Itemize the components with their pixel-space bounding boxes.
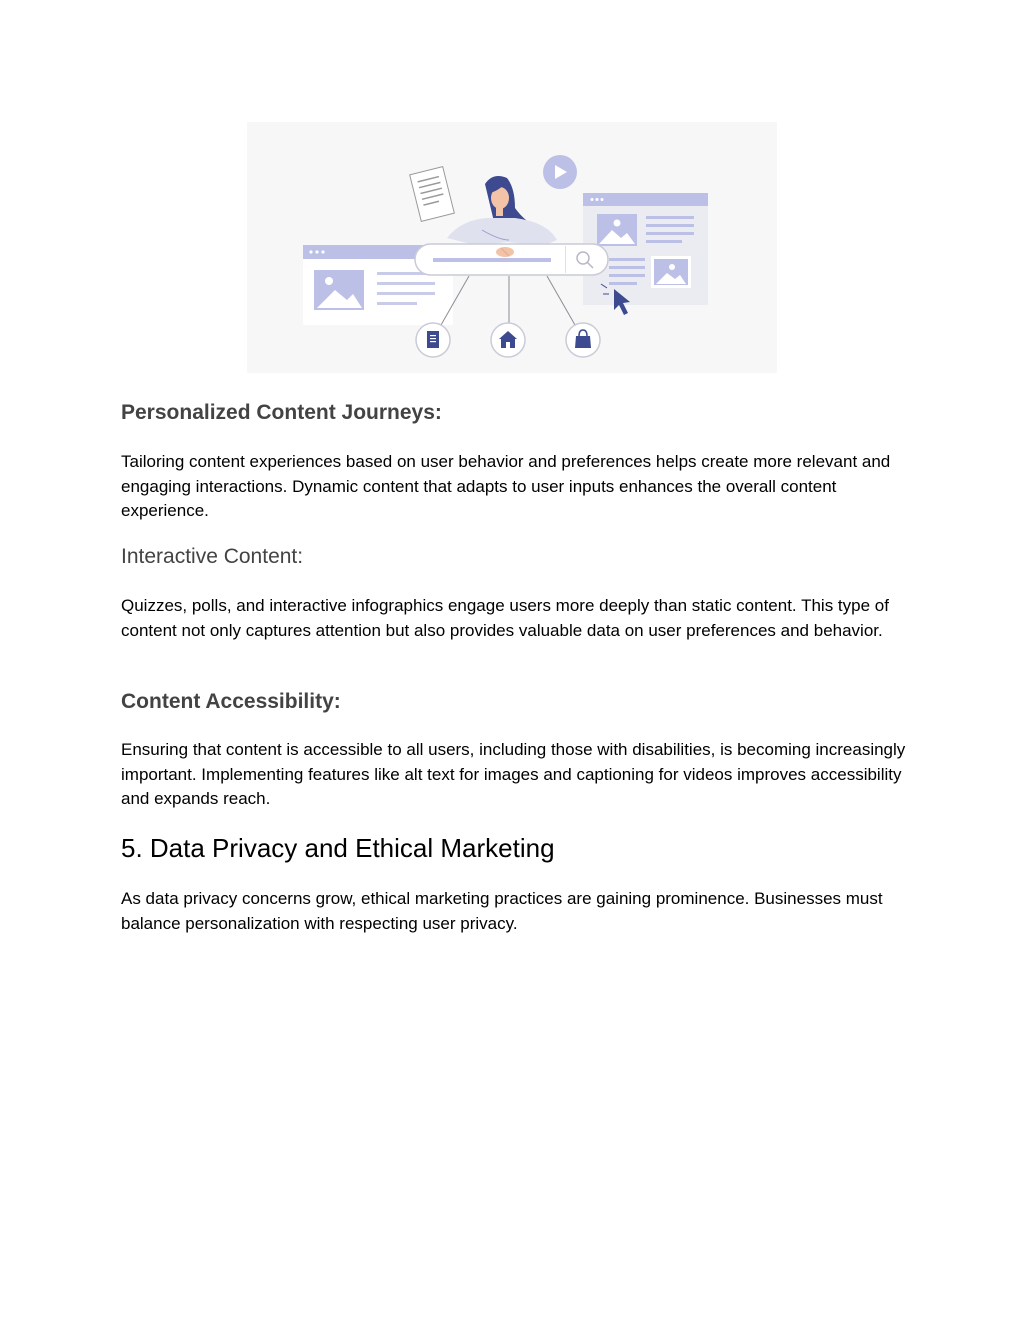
- hero-illustration: [247, 122, 777, 373]
- section-paragraph: As data privacy concerns grow, ethical marketing practices are gaining prominence. Businesses must balance personalization with respecting user privacy.: [121, 889, 883, 933]
- section-paragraph: Quizzes, polls, and interactive infographics engage users more deeply than static content. This type of content not only captures attention but also provides valuable data on user preferences and behavior.: [121, 596, 889, 640]
- section-heading: Content Accessibility:: [121, 690, 341, 713]
- image-icon: [597, 214, 637, 246]
- section-heading: Personalized Content Journeys:: [121, 401, 442, 424]
- person-figure: [447, 176, 557, 246]
- play-icon: [543, 155, 577, 189]
- section-paragraph: Tailoring content experiences based on user behavior and preferences helps create more relevant and engaging interactions. Dynamic content that adapts to user inputs enhances the overall content experience.: [121, 452, 891, 520]
- image-icon: [314, 270, 364, 310]
- connector-lines: [441, 276, 575, 325]
- image-icon: [651, 256, 691, 288]
- search-bar: [415, 244, 608, 275]
- chapter-heading: 5. Data Privacy and Ethical Marketing: [121, 833, 555, 863]
- document-icon: [416, 323, 450, 357]
- home-icon: [491, 323, 525, 357]
- shopping-bag-icon: [566, 323, 600, 357]
- document-sheet: [410, 167, 455, 222]
- section-heading: Interactive Content:: [121, 545, 304, 568]
- section-paragraph: Ensuring that content is accessible to all users, including those with disabilities, is becoming increasingly important. Implementing features like alt text for images and captioning for videos improves accessibility and expands reach.: [121, 740, 906, 808]
